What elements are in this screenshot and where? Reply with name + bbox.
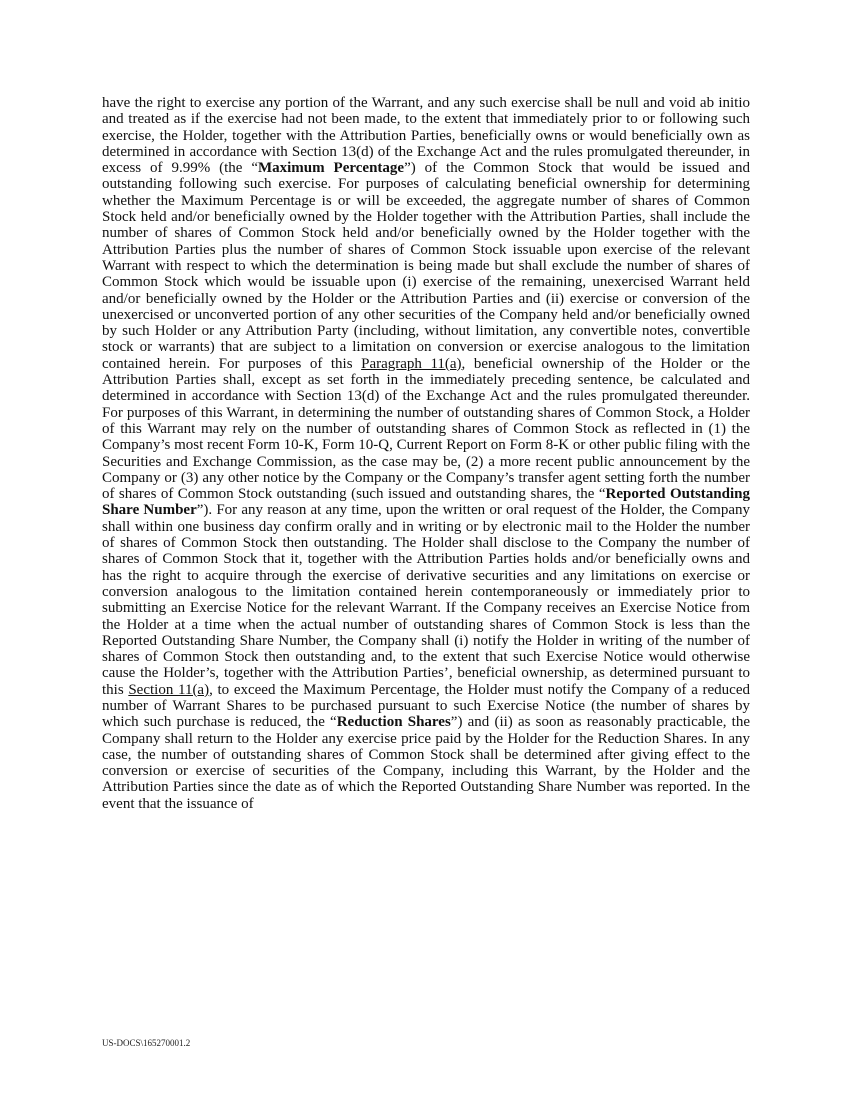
document-footer-id: US-DOCS\165270001.2 <box>102 1038 191 1048</box>
paragraph-text-segment: have the right to exercise any portion of the Warrant, and any such exercise shall be null and void ab initio and treated as if the exercise had not been made, to the extent that immediately prior to or following such exercise, the Holder, together with the Attribution Parties, beneficially owns or would beneficially own as determined in accordance with Section 13(d) of the Exchange Act and the rules promulgated thereunder, in excess of 9.99% (the “ <box>102 95 750 177</box>
warrant-paragraph-body <box>102 95 750 812</box>
defined-term-reported-outstanding-share-number: Reported Outstanding Share Number <box>102 486 750 519</box>
paragraph-text-segment: , beneficial ownership of the Holder or the Attribution Parties shall, except as set forth in the immediately preceding sentence, be calculated and determined in accordance with Section 13(d) of the Exchange Act and the rules promulgated thereunder. For purposes of this Warrant, in determining the number of outstanding shares of Common Stock, a Holder of this Warrant may rely on the number of outstanding shares of Common Stock as reflected in (1) the Company’s most recent Form 10-K, Form 10-Q, Current Report on Form 8-K or other public filing with the Securities and Exchange Commission, as the case may be, (2) a more recent public announcement by the Company or (3) any other notice by the Company or the Company’s transfer agent setting forth the number of shares of Common Stock outstanding (such issued and outstanding shares, the “ <box>102 355 750 503</box>
paragraph-text-segment: , to exceed the Maximum Percentage, the Holder must notify the Company of a reduced number of Warrant Shares to be purchased pursuant to such Exercise Notice (the number of shares by which such purchase is reduced, the “ <box>102 681 750 731</box>
paragraph-text-segment: ”). For any reason at any time, upon the written or oral request of the Holder, the Company shall within one business day confirm orally and in writing or by electronic mail to the Holder the number of shares of Common Stock then outstanding. The Holder shall disclose to the Company the number of shares of Common Stock that it, together with the Attribution Parties holds and/or beneficially owns and has the right to acquire through the exercise of derivative securities and any limitations on exercise or conversion analogous to the limitation contained herein contemporaneously or immediately prior to submitting an Exercise Notice for the relevant Warrant. If the Company receives an Exercise Notice from the Holder at a time when the actual number of outstanding shares of Common Stock is less than the Reported Outstanding Share Number, the Company shall (i) notify the Holder in writing of the number of shares of Common Stock then outstanding and, to the extent that such Exercise Notice would otherwise cause the Holder’s, together with the Attribution Parties’, beneficial ownership, as determined pursuant to this <box>102 502 750 698</box>
defined-term-maximum-percentage: Maximum Percentage <box>257 160 405 177</box>
defined-term-reduction-shares: Reduction Shares <box>336 714 451 731</box>
paragraph-text-segment: ”) of the Common Stock that would be issued and outstanding following such exercise. For purposes of calculating beneficial ownership for determining whether the Maximum Percentage is or will be exceeded, the aggregate number of shares of Common Stock held and/or beneficially owned by the Holder together with the Attribution Parties, shall include the number of shares of Common Stock held and/or beneficially owned by the Holder together with the Attribution Parties plus the number of shares of Common Stock issuable upon exercise of the relevant Warrant with respect to which the determination is being made but shall exclude the number of shares of Common Stock which would be issuable upon (i) exercise of the remaining, unexercised Warrant held and/or beneficially owned by the Holder or the Attribution Parties and (ii) exercise or conversion of the unexercised or unconverted portion of any other securities of the Company held and/or beneficially owned by such Holder or any Attribution Party (including, without limitation, any convertible notes, convertible stock or warrants) that are subject to a limitation on conversion or exercise analogous to the limitation contained herein. For purposes of this <box>102 160 750 372</box>
paragraph-text-segment: ”) and (ii) as soon as reasonably practicable, the Company shall return to the Holder any exercise price paid by the Holder for the Reduction Shares. In any case, the number of outstanding shares of Common Stock shall be determined after giving effect to the conversion or exercise of securities of the Company, including this Warrant, by the Holder and the Attribution Parties since the date as of which the Reported Outstanding Share Number was reported. In the event that the issuance of <box>102 714 750 812</box>
cross-reference-paragraph-11a: Paragraph 11(a) <box>361 355 462 372</box>
cross-reference-section-11a: Section 11(a) <box>128 681 210 698</box>
